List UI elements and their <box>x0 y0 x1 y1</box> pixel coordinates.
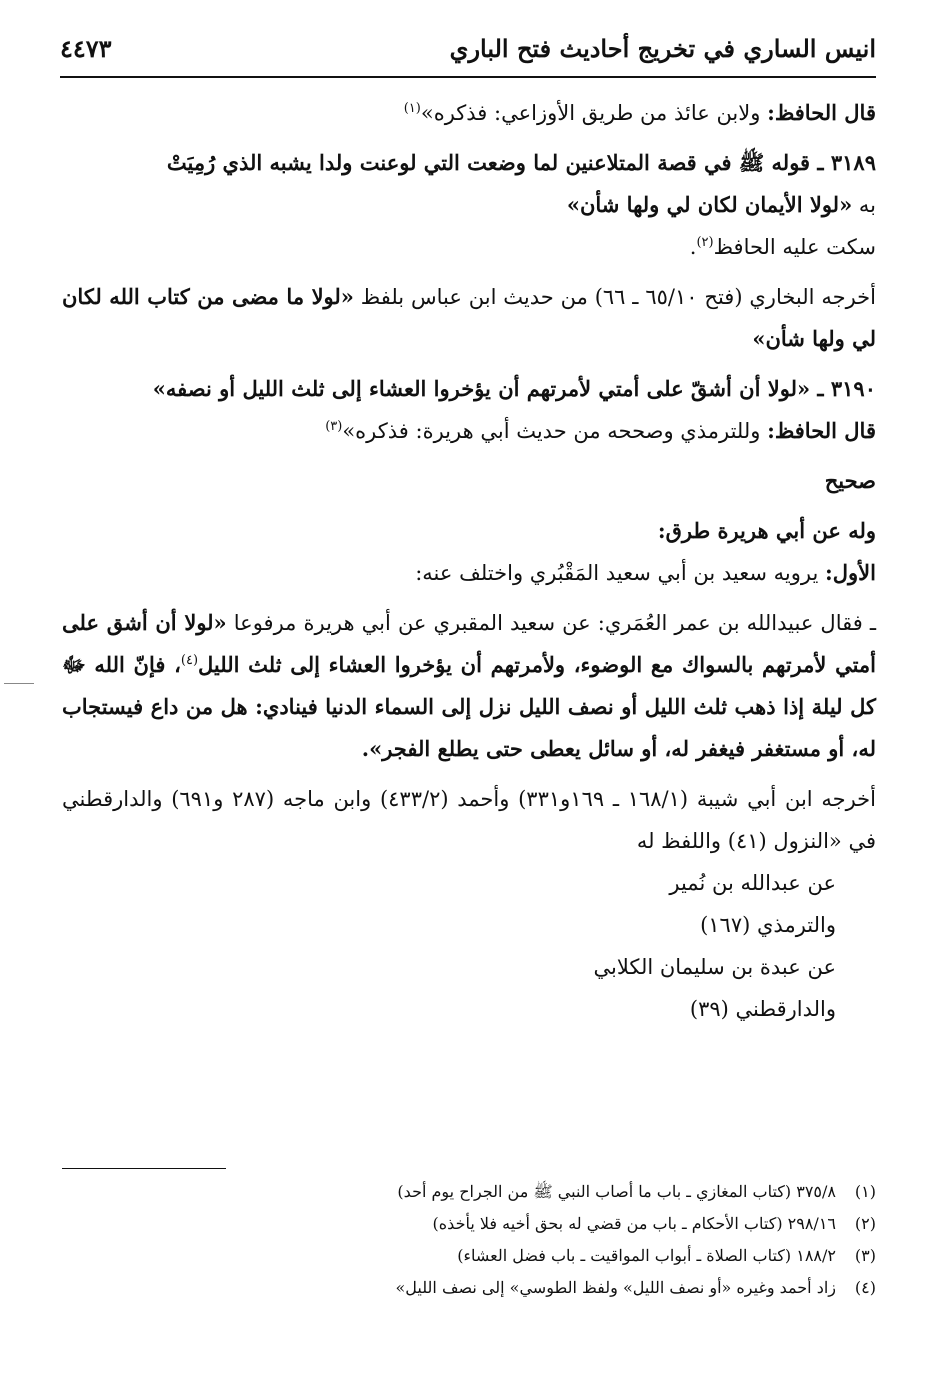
footnote-ref-2[interactable]: (٢) <box>696 235 714 250</box>
bukhari-text: أخرجه البخاري (فتح ٦٥/١٠ ـ ٦٦) من حديث ابن عباس بلفظ <box>353 285 876 309</box>
hafiz-text-2: وللترمذي وصححه من حديث أبي هريرة: فذكره» <box>342 419 768 443</box>
first-label: الأول: <box>825 560 876 585</box>
hadith-3190: ٣١٩٠ ـ «لولا أن أشقّ على أمتي لأمرتهم أن يؤخروا العشاء إلى ثلث الليل أو نصفه» <box>152 376 876 401</box>
footnote-text: ١٨٨/٢ (كتاب الصلاة ـ أبواب المواقيت ـ باب فضل العشاء) <box>457 1246 836 1265</box>
footnote-1 <box>62 1176 876 1208</box>
chain-1: عن عبدالله بن نُمير <box>669 871 836 895</box>
book-title: انيس الساري في تخريج أحاديث فتح الباري <box>449 34 876 63</box>
first-text: يرويه سعيد بن أبي سعيد المَقْبُري واختلف عنه: <box>415 561 826 585</box>
chain-2: والترمذي (١٦٧) <box>700 913 836 937</box>
turuq-heading: وله عن أبي هريرة طرق: <box>657 518 876 543</box>
margin-mark <box>4 683 34 684</box>
footnote-ref-4[interactable]: (٤) <box>180 653 199 668</box>
footnote-text: ٣٧٥/٨ (كتاب المغازي ـ باب ما أصاب النبي ﷺ من الجراح يوم أحد) <box>397 1182 836 1201</box>
hafiz-label: قال الحافظ: <box>767 100 876 125</box>
footnote-text: ٢٩٨/١٦ (كتاب الأحكام ـ باب من قضي له بحق أخيه فلا يأخذه) <box>432 1214 836 1233</box>
running-header <box>60 28 876 72</box>
footnote-3 <box>62 1240 876 1272</box>
hafiz-label-2: قال الحافظ: <box>767 418 876 443</box>
hadith-3189-lead: به <box>852 193 876 217</box>
footnote-text: زاد أحمد وغيره «أو نصف الليل» ولفظ الطوسي» إلى نصف الليل» <box>395 1278 836 1297</box>
footnote-number: (٣) <box>854 1246 876 1265</box>
hafiz-quote-2 <box>62 410 876 452</box>
hafiz-text: ولابن عائذ من طريق الأوزاعي: فذكره» <box>420 101 768 125</box>
ubaidullah-matn-1: «لولا أن أشق على أمتي لأمرتهم بالسواك مع الوضوء، ولأمرتهم أن يؤخروا العشاء إلى ثلث الليل <box>62 610 876 677</box>
hadith-3189-matn: «لولا الأيمان لكان لي ولها شأن» <box>566 192 853 217</box>
ubaidullah-matn-2: ، فإنّ الله ﷻ كل ليلة إذا ذهب ثلث الليل أو نصف الليل نزل إلى السماء الدنيا فينادي: هل من داع فيستجاب له، أو مستغفر فيغفر له، أو سائل يعطى حتى يطلع الفجر». <box>62 652 876 761</box>
header-rule <box>60 76 876 78</box>
footnote-rule <box>62 1168 226 1169</box>
hadith-3189-line1: ٣١٨٩ ـ قوله ﷺ في قصة المتلاعنين لما وضعت التي لوعنت ولدا يشبه الذي رُمِيَتْ <box>166 150 876 175</box>
footnote-ref-3[interactable]: (٣) <box>325 419 343 434</box>
hadith-3189 <box>62 142 876 226</box>
page-body <box>62 92 876 1030</box>
footnote-ref-1[interactable]: (١) <box>403 101 421 116</box>
silent-end: . <box>689 235 697 259</box>
footnote-number: (٢) <box>854 1214 876 1233</box>
footnotes <box>62 1176 876 1304</box>
footnote-4 <box>62 1272 876 1304</box>
silent-text: سكت عليه الحافظ <box>713 235 876 259</box>
chain-4: والدارقطني (٣٩) <box>689 997 836 1021</box>
footnote-number: (١) <box>854 1182 876 1201</box>
footnote-number: (٤) <box>854 1278 876 1297</box>
takhrij-paragraph: أخرجه ابن أبي شيبة (١٦٨/١ ـ ١٦٩و٣٣١) وأحمد (٤٣٣/٢) وابن ماجه (٢٨٧ و٦٩١) والدارقطني في «النزول (٤١) واللفظ له <box>62 787 876 853</box>
hafiz-quote-1 <box>62 92 876 134</box>
first-path <box>62 552 876 594</box>
ubaidullah-isnad: ـ فقال عبيدالله بن عمر العُمَري: عن سعيد المقبري عن أبي هريرة مرفوعا <box>226 611 876 635</box>
bukhari-takhrij <box>62 276 876 360</box>
footnote-2 <box>62 1208 876 1240</box>
ubaidullah-narration <box>62 602 876 770</box>
bukhari-matn: «لولا ما مضى من كتاب الله لكان لي ولها شأن» <box>62 284 876 351</box>
page-number: ٤٤٧٣ <box>60 34 112 63</box>
chain-3: عن عبدة بن سليمان الكلابي <box>593 955 836 979</box>
grade-sahih: صحيح <box>824 468 876 493</box>
silent-note <box>62 226 876 268</box>
